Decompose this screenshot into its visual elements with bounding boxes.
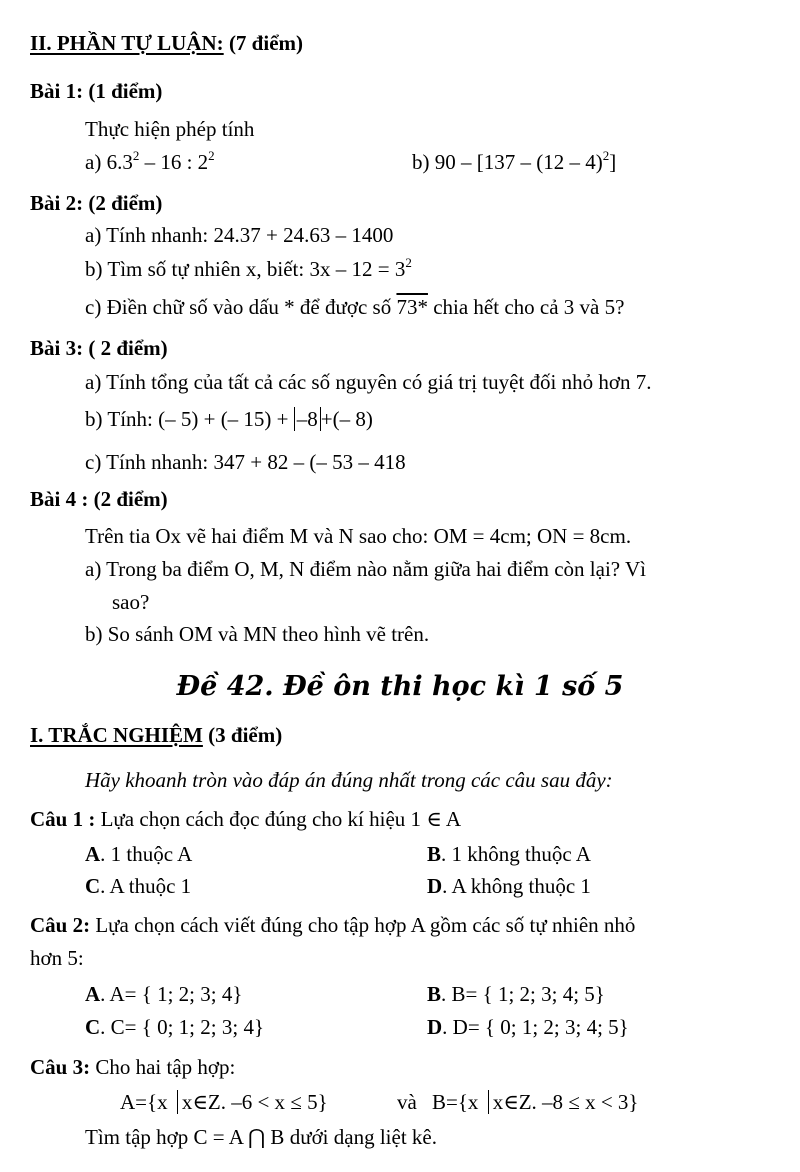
bai4-a-line1: a) Trong ba điểm O, M, N điểm nào nằm giữa hai điểm còn lại? Vì	[85, 557, 646, 581]
part2-heading-points: (7 điểm)	[223, 31, 304, 55]
bai1-a-label: a)	[85, 150, 107, 174]
bai2-c: c) Điền chữ số vào dấu * để được số 73* chia hết cho cả 3 và 5?	[85, 295, 625, 319]
bai1-b-label: b)	[412, 150, 435, 174]
bai2-a: a) Tính nhanh: 24.37 + 24.63 – 1400	[85, 223, 394, 247]
bai4-title: Bài 4 : (2 điểm)	[30, 487, 168, 511]
cau2-option-d: D. D= { 0; 1; 2; 3; 4; 5}	[427, 1015, 629, 1039]
cau1-option-b: B. 1 không thuộc A	[427, 842, 591, 866]
cau2-option-a: A. A= { 1; 2; 3; 4}	[85, 982, 243, 1006]
instruction: Hãy khoanh tròn vào đáp án đúng nhất trong các câu sau đây:	[85, 768, 613, 792]
cau1-option-d: D. A không thuộc 1	[427, 874, 591, 898]
exam-title: Đề 42. Đề ôn thi học kì 1 số 5	[176, 671, 624, 702]
cau3-set-b: B={x x∈Z. –8 ≤ x < 3}	[432, 1090, 639, 1114]
cau2-label: Câu 2:	[30, 913, 96, 937]
cau3-set-a: A={x x∈Z. –6 < x ≤ 5}	[120, 1090, 328, 1114]
bai3-c: c) Tính nhanh: 347 + 82 – (– 53 – 418	[85, 450, 406, 474]
bai1-a-expr: $6.3^2 - 16$ : $2^2$	[106, 148, 215, 174]
cau2-question: Câu 2: Lựa chọn cách viết đúng cho tập hợp A gồm các số tự nhiên nhỏ	[30, 913, 636, 937]
cau1-question: Câu 1 : Lựa chọn cách đọc đúng cho kí hiệu 1 ∈ A	[30, 807, 462, 831]
part1-heading-points: (3 điểm)	[202, 723, 283, 747]
bai1-title: Bài 1: (1 điểm)	[30, 79, 163, 103]
number-73-star: 73*	[396, 295, 428, 319]
bai4-intro: Trên tia Ox vẽ hai điểm M và N sao cho: OM = 4cm; ON = 8cm.	[85, 524, 632, 548]
bai1-b	[412, 149, 616, 175]
part2-heading	[30, 30, 303, 56]
cau1-label: Câu 1 :	[30, 807, 101, 831]
cau3-label: Câu 3:	[30, 1055, 96, 1079]
cau2-question-line2: hơn 5:	[30, 946, 84, 970]
cau1-option-a: A. 1 thuộc A	[85, 842, 193, 866]
cau2-option-b: B. B= { 1; 2; 3; 4; 5}	[427, 982, 605, 1006]
part2-heading-title: II. PHẦN TỰ LUẬN:	[30, 31, 224, 55]
cau2-option-c: C. C= { 0; 1; 2; 3; 4}	[85, 1015, 265, 1039]
part1-heading-title: I. TRẮC NGHIỆM	[30, 723, 203, 747]
bai2-b: b) Tìm số tự nhiên x, biết: $3x - 12 = 3^2$	[85, 255, 412, 281]
bai1-b-expr: 90 – [137 – (12 – 4)$^2$]	[434, 148, 617, 174]
cau3-question: Câu 3: Cho hai tập hợp:	[30, 1055, 236, 1079]
bai3-b: b) Tính: (– 5) + (– 15) + –8 +(– 8)	[85, 407, 373, 431]
bai4-b: b) So sánh OM và MN theo hình vẽ trên.	[85, 622, 430, 646]
cau3-find: Tìm tập hợp C = A ⋂ B dưới dạng liệt kê.	[85, 1125, 437, 1149]
cau1-option-c: C. A thuộc 1	[85, 874, 192, 898]
bai1-a	[85, 149, 215, 175]
bai4-a-line2: sao?	[112, 590, 150, 614]
absolute-value: –8	[294, 407, 321, 431]
part1-heading	[30, 722, 282, 748]
bai1-intro: Thực hiện phép tính	[85, 117, 255, 141]
cau3-and: và	[397, 1090, 417, 1114]
bai2-title: Bài 2: (2 điểm)	[30, 191, 163, 215]
bai3-a: a) Tính tổng của tất cả các số nguyên có giá trị tuyệt đối nhỏ hơn 7.	[85, 370, 652, 394]
bai3-title: Bài 3: ( 2 điểm)	[30, 336, 168, 360]
